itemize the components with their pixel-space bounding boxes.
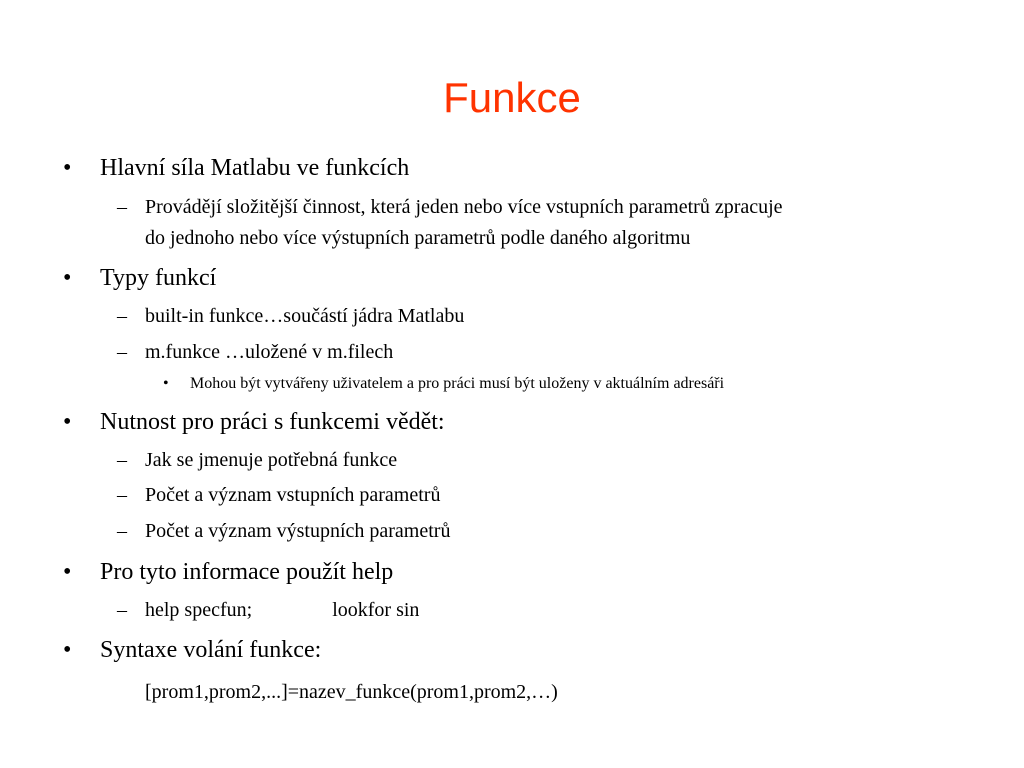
sub-sub-bullet-text: Mohou být vytvářeny uživatelem a pro práci musí být uloženy v aktuálním adresáři <box>190 375 725 392</box>
bullet-marker: • <box>63 409 72 435</box>
dash-marker: – <box>117 520 127 542</box>
sub-bullet-text: built-in funkce…součástí jádra Matlabu <box>145 305 465 327</box>
sub-bullet-text <box>145 598 419 622</box>
bullet-text: Pro tyto informace použít help <box>100 559 394 585</box>
sub-bullet-text: do jednoho nebo více výstupních parametrů podle daného algoritmu <box>145 227 691 249</box>
dash-marker: – <box>117 341 127 363</box>
slide-title: Funkce <box>443 74 581 121</box>
bullet-text: Nutnost pro práci s funkcemi vědět: <box>100 409 445 435</box>
bullet-text: Typy funkcí <box>100 265 217 291</box>
sub-bullet-text: m.funkce …uložené v m.filech <box>145 341 394 363</box>
syntax-code: [prom1,prom2,...]=nazev_funkce(prom1,prom2,…) <box>145 681 558 703</box>
bullet-marker: • <box>163 375 169 392</box>
dash-marker: – <box>117 599 127 621</box>
bullet-text: Syntaxe volání funkce: <box>100 637 322 663</box>
dash-marker: – <box>117 196 127 218</box>
bullet-marker: • <box>63 559 72 585</box>
bullet-marker: • <box>63 637 72 663</box>
bullet-marker: • <box>63 155 72 181</box>
sub-bullet-text: Počet a význam výstupních parametrů <box>145 520 451 542</box>
dash-marker: – <box>117 449 127 471</box>
help-command: help specfun; <box>145 599 253 621</box>
sub-bullet-text: Jak se jmenuje potřebná funkce <box>145 449 398 471</box>
sub-bullet-text: Počet a význam vstupních parametrů <box>145 484 441 506</box>
sub-bullet-text: Provádějí složitější činnost, která jeden nebo více vstupních parametrů zpracuje <box>145 196 783 218</box>
lookfor-command: lookfor sin <box>332 599 420 621</box>
bullet-text: Hlavní síla Matlabu ve funkcích <box>100 155 410 181</box>
bullet-marker: • <box>63 265 72 291</box>
dash-marker: – <box>117 305 127 327</box>
dash-marker: – <box>117 484 127 506</box>
